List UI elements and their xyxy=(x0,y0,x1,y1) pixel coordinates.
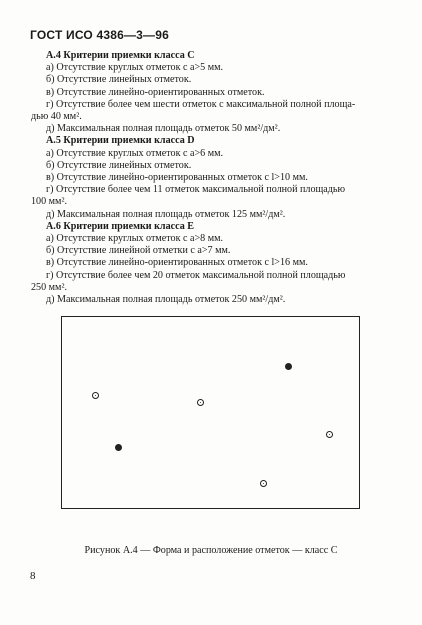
section-heading-a4: А.4 Критерии приемки класса С xyxy=(46,50,195,61)
criterion-item-continuation: 100 мм². xyxy=(31,196,67,208)
mark-dot xyxy=(260,480,267,487)
criterion-item-continuation: 250 мм². xyxy=(31,281,67,293)
criterion-item-continuation: дью 40 мм². xyxy=(31,111,82,123)
criterion-item: д) Максимальная полная площадь отметок 250 мм²/дм². xyxy=(46,294,286,306)
page-number: 8 xyxy=(30,570,36,582)
criterion-item: в) Отсутствие линейно-ориентированных отметок с l>16 мм. xyxy=(46,257,308,269)
criterion-item: а) Отсутствие круглых отметок с a>5 мм. xyxy=(46,62,224,74)
criterion-item: а) Отсутствие круглых отметок с a>8 мм. xyxy=(46,233,224,245)
mark-dot xyxy=(115,444,122,451)
criterion-item: г) Отсутствие более чем шести отметок с максимальной полной площа- xyxy=(46,98,356,110)
criterion-item: в) Отсутствие линейно-ориентированных отметок с l>10 мм. xyxy=(46,172,308,184)
criterion-item: д) Максимальная полная площадь отметок 50 мм²/дм². xyxy=(46,123,281,135)
figure-frame xyxy=(61,316,360,509)
criterion-item: а) Отсутствие круглых отметок с a>6 мм. xyxy=(46,147,224,159)
mark-dot xyxy=(285,363,292,370)
criteria-text xyxy=(31,50,403,306)
criterion-item: б) Отсутствие линейных отметок. xyxy=(46,74,192,86)
criterion-item: д) Максимальная полная площадь отметок 125 мм²/дм². xyxy=(46,208,286,220)
mark-dot xyxy=(92,392,99,399)
mark-dot xyxy=(326,431,333,438)
section-heading-a6: А.6 Критерии приемки класса Е xyxy=(46,220,195,232)
criterion-item: б) Отсутствие линейных отметок. xyxy=(46,159,192,171)
document-header: ГОСТ ИСО 4386—3—96 xyxy=(30,28,169,42)
criterion-item: г) Отсутствие более чем 11 отметок максимальной полной площадью xyxy=(46,184,346,196)
criterion-item: б) Отсутствие линейной отметки с a>7 мм. xyxy=(46,245,231,257)
criterion-item: в) Отсутствие линейно-ориентированных отметок. xyxy=(46,86,265,98)
criterion-item: г) Отсутствие более чем 20 отметок максимальной полной площадью xyxy=(46,269,346,281)
section-heading-a5: А.5 Критерии приемки класса D xyxy=(46,135,195,147)
figure-caption: Рисунок А.4 — Форма и расположение отметок — класс С xyxy=(84,545,338,556)
mark-dot xyxy=(197,399,204,406)
